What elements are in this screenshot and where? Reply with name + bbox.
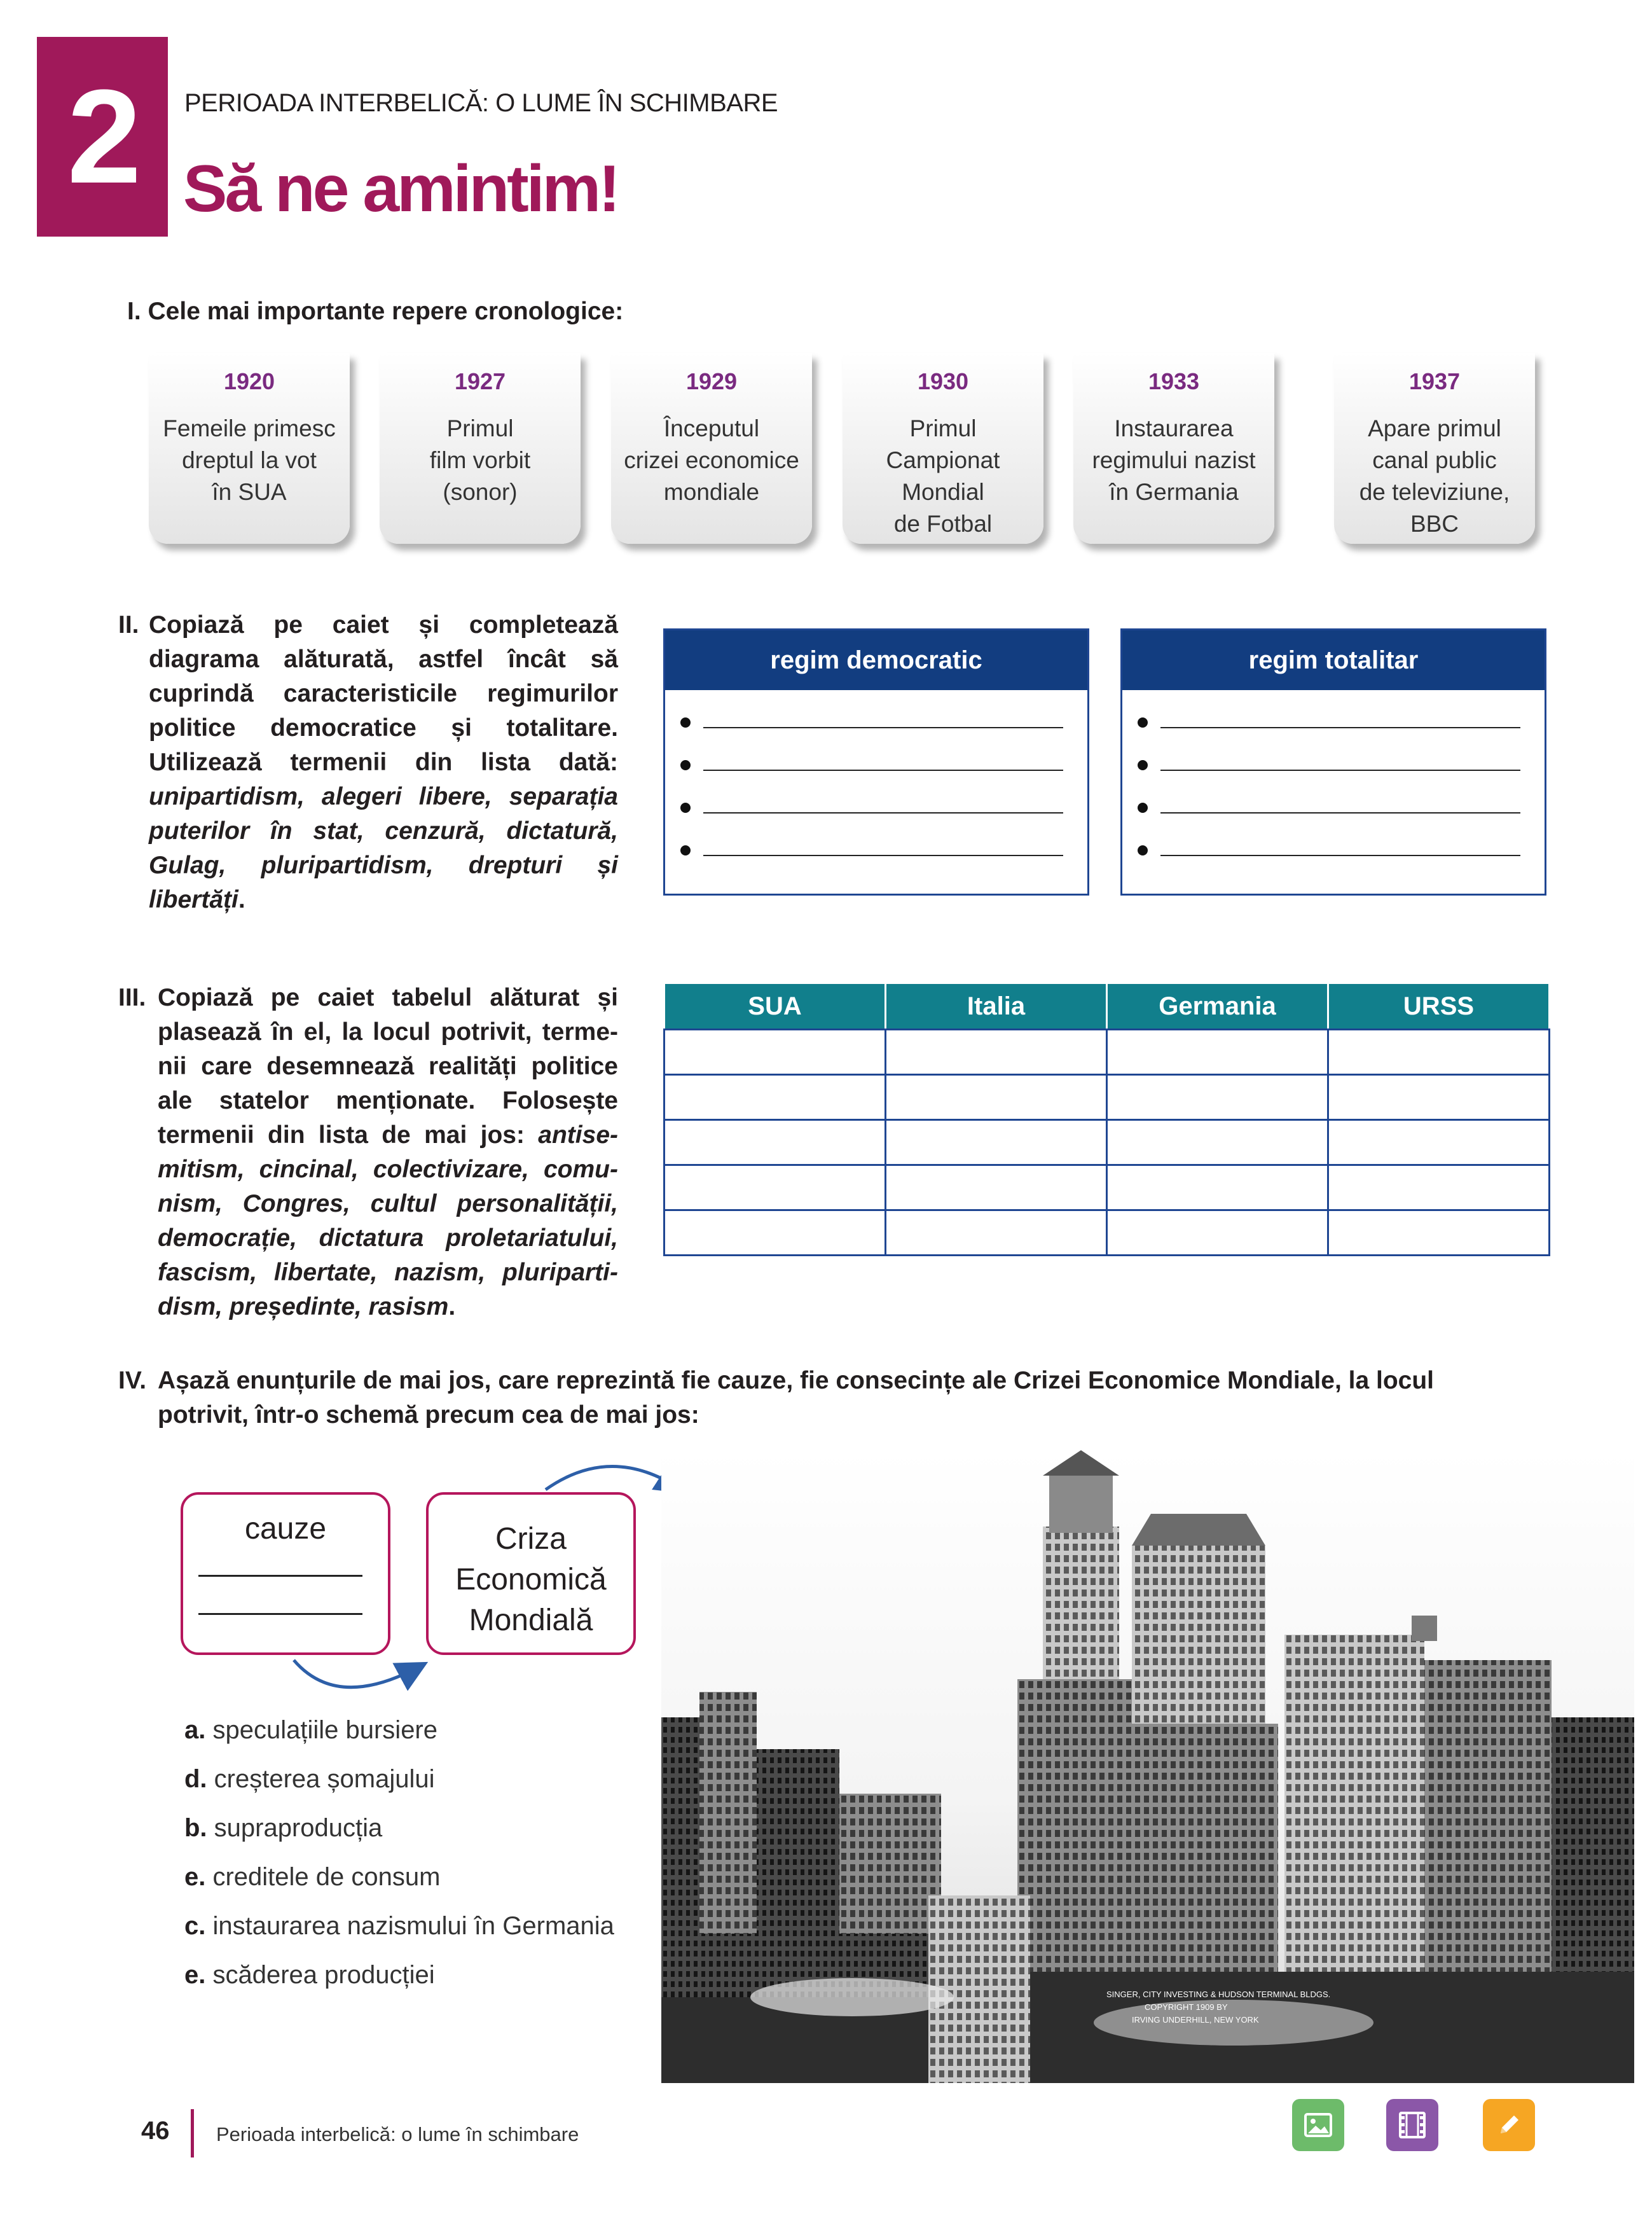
timeline-year: 1930 [917, 368, 969, 394]
chapter-kicker: PERIOADA INTERBELICĂ: O LUME ÎN SCHIMBARE [184, 89, 778, 117]
section-3-text-end: dism, președinte, rasism. [158, 1293, 456, 1320]
section-4-number: IV. [118, 1367, 147, 1394]
photo-caption-line: SINGER, CITY INVESTING & HUDSON TERMINAL BLDGS. [1106, 1990, 1331, 1999]
page-number: 46 [141, 2117, 170, 2145]
timeline-year: 1929 [685, 368, 738, 394]
section-1-title: I. Cele mai importante repere cronologice: [127, 298, 624, 325]
regime-totalitarian-label: regim totalitar [1122, 630, 1545, 690]
section-3-text: Copiază pe caiet tabelul alăturat și plasează în el, la locul potrivit, terme- nii care desemnează realități politice ale statelor menționate. Folosește termenii din lista de mai jos: antise- mitism, cincinal, colectivizare, comu- nism, Congres, cultul personalității, democrație, dictatura proletariatului, fascism, libertate, nazism, pluriparti- [158, 984, 618, 1286]
regime-democratic-label: regim democratic [665, 630, 1087, 690]
timeline-text: Primul Campionat Mondial de Fotbal [886, 415, 1000, 537]
table-header: SUA [664, 983, 886, 1030]
running-title: Perioada interbelică: o lume în schimbare [216, 2123, 579, 2145]
option-item: a. speculațiile bursiere [184, 1716, 437, 1744]
crisis-label: Criza Economică Mondială [455, 1522, 607, 1637]
section-2-text: Copiază pe caiet și completează diagrama alăturată, astfel încât să cuprindă caracteristicile regimurilor politice democratice și totalitare. Utilizează termenii din lista dată: unipartidism, alegeri libere, separația puterilor în stat, cenzură, dictatură, Gulag, pluripartidism, drepturi și [149, 611, 618, 879]
option-item: e. creditele de consum [184, 1863, 441, 1891]
option-item: e. scăderea producției [184, 1961, 435, 1989]
section-2-number: II. [118, 611, 139, 639]
film-icon[interactable] [1386, 2099, 1438, 2151]
causes-label: cauze [244, 1512, 327, 1546]
image-icon[interactable] [1292, 2099, 1344, 2151]
table-header: Italia [886, 983, 1107, 1030]
skyline-photo [661, 1450, 1634, 2083]
pencil-icon[interactable] [1483, 2099, 1535, 2151]
photo-caption-line: COPYRIGHT 1909 BY [1145, 2002, 1228, 2012]
table-header: Germania [1107, 983, 1328, 1030]
timeline-year: 1920 [223, 368, 275, 394]
option-item: c. instaurarea nazismului în Germania [184, 1912, 614, 1940]
timeline-year: 1933 [1148, 368, 1200, 394]
timeline-text: Începutul crizei economice mondiale [624, 415, 799, 505]
footer-divider [191, 2109, 194, 2157]
timeline-year: 1937 [1408, 368, 1461, 394]
option-item: d. creșterea șomajului [184, 1765, 435, 1793]
page-title: Să ne amintim! [183, 152, 618, 226]
arrow-crisis-to-consequences [546, 1466, 679, 1490]
photo-caption-line: IRVING UNDERHILL, NEW YORK [1132, 2015, 1259, 2025]
timeline-year: 1927 [454, 368, 506, 394]
timeline-text: Instaurarea regimului nazist în Germania [1092, 415, 1256, 505]
section-2-text-end: libertăți. [149, 886, 245, 913]
timeline-text: Apare primul canal public de televiziune, BBC [1359, 415, 1510, 537]
section-4-text: Așază enunțurile de mai jos, care reprezintă fie cauze, fie consecințe ale Crizei Economice Mondiale, la locul potrivit, într-o schemă precum cea de mai jos: [158, 1367, 1434, 1429]
timeline-text: Femeile primesc dreptul la vot în SUA [163, 415, 336, 505]
arrow-causes-to-crisis [294, 1660, 420, 1687]
section-3-number: III. [118, 984, 146, 1011]
chapter-number: 2 [67, 62, 138, 211]
timeline-text: Primul film vorbit (sonor) [429, 415, 531, 505]
table-header: URSS [1328, 983, 1550, 1030]
option-item: b. supraproducția [184, 1814, 383, 1842]
